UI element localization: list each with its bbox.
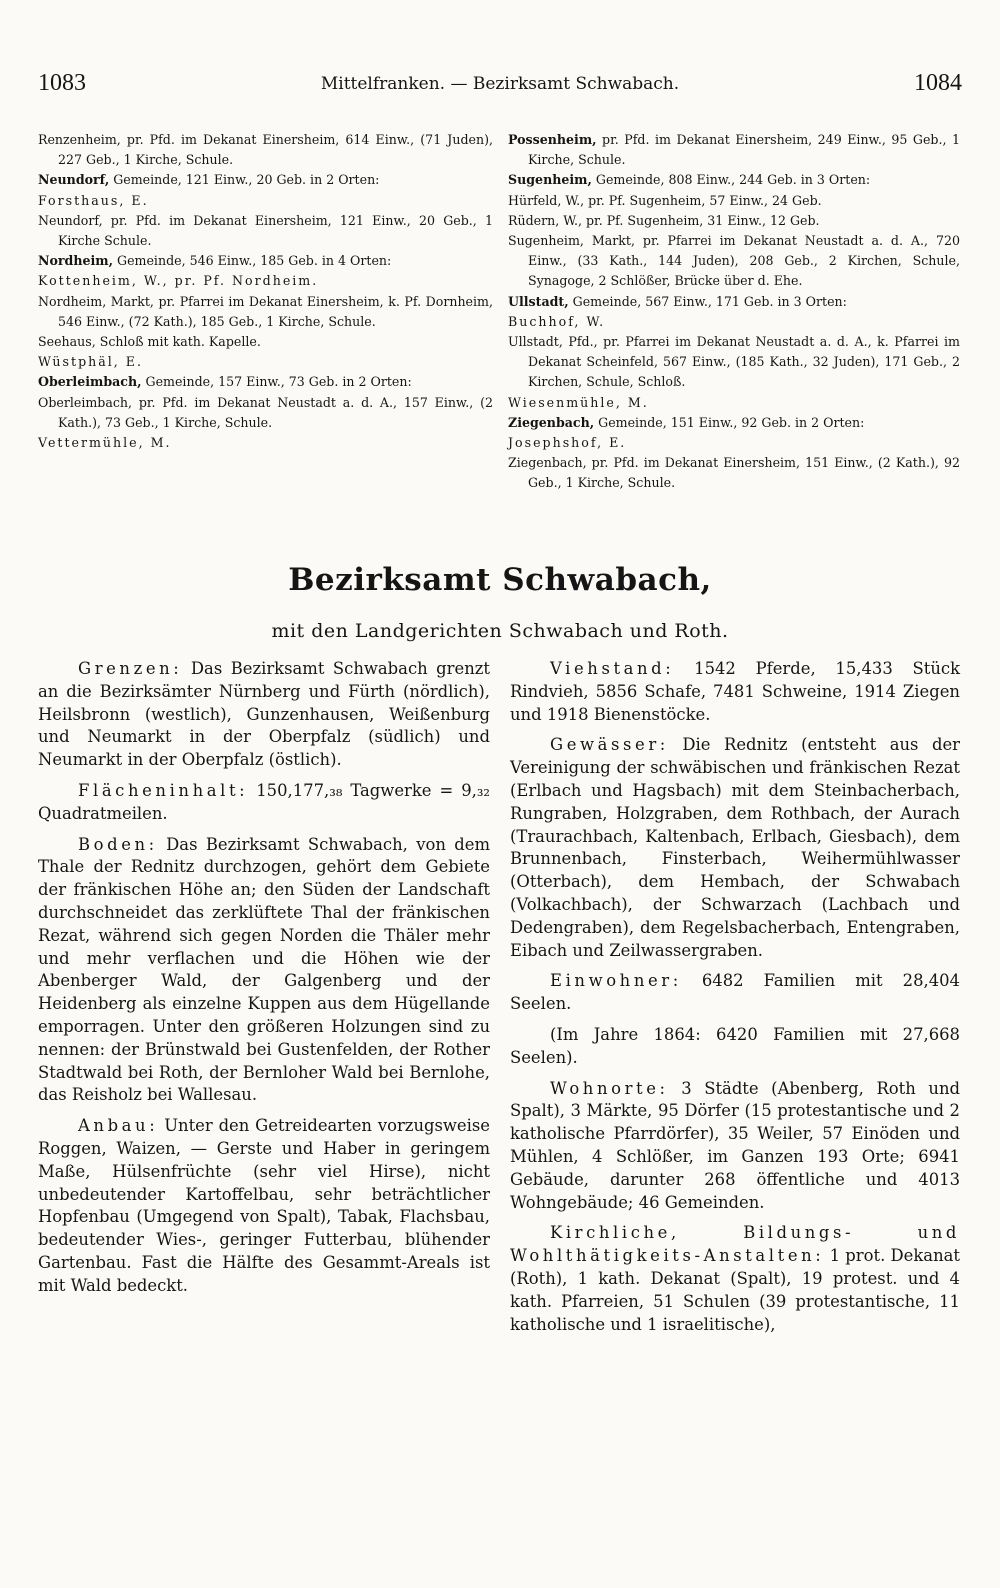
paragraph: Wohnorte: 3 Städte (Abenberg, Roth und Spalt), 3 Märkte, 95 Dörfer (15 protestantische und 2 katholische Pfarrdörfer), 35 Weiler, 57 Einöden und Mühlen, 4 Schlößer, im Ganzen 193 Orte; 6941 Gebäude, darunter 268 öffentliche und 4013 Wohngebäude; 46 Gemeinden. xyxy=(510,1078,960,1212)
gazetteer-entry: Josephshof, E. xyxy=(508,435,627,451)
gazetteer-right-column xyxy=(508,130,960,494)
paragraph: Flächeninhalt: 150,177,₃₈ Tagwerke = 9,₃₂ Quadratmeilen. xyxy=(38,780,490,823)
paragraph-label: Viehstand: xyxy=(550,659,675,678)
gazetteer-entry: Neundorf, pr. Pfd. im Dekanat Einersheim, 121 Einw., 20 Geb., 1 Kirche Schule. xyxy=(38,212,493,249)
paragraph: Boden: Das Bezirksamt Schwabach, von dem Thale der Rednitz durchzogen, gehört dem Gebiete der fränkischen Höhe an; den Süden der Landschaft durchschneidet das zerklüftete Thal der fränkischen Rezat, während sich gegen Norden die Thäler mehr und mehr verflachen und die Höhen wie der Abenberger Wald, der Galgenberg und der Heidenberg als einzelne Kuppen aus dem Hügellande emporragen. Unter den größeren Holzungen sind zu nennen: der Brünstwald bei Gustenfelden, der Rother Stadtwald bei Roth, der Bernloher Wald bei Bernlohe, das Reisholz bei Wallesau. xyxy=(38,834,490,1105)
gazetteer-entry: Sugenheim, Markt, pr. Pfarrei im Dekanat Neustadt a. d. A., 720 Einw., (33 Kath., 144 Juden), 208 Geb., 2 Kirchen, Schule, Synagoge, 2 Schlößer, Brücke über d. Ehe. xyxy=(508,233,960,289)
municipality-entry: Neundorf, Gemeinde, 121 Einw., 20 Geb. in 2 Orten: xyxy=(38,172,380,188)
paragraph-label: Kirchliche, Bildungs- und Wohlthätigkeits-Anstalten: xyxy=(510,1223,960,1266)
municipality-name: Possenheim, xyxy=(508,132,597,147)
page-header xyxy=(38,70,962,106)
gazetteer-entry: Nordheim, Markt, pr. Pfarrei im Dekanat Einersheim, k. Pf. Dornheim, 546 Einw., (72 Kath.), 185 Geb., 1 Kirche, Schule. xyxy=(38,293,493,329)
paragraph: Grenzen: Das Bezirksamt Schwabach grenzt an die Bezirksämter Nürnberg und Fürth (nördlich), Heilsbronn (westlich), Gunzenhausen, Weißenburg und Neumarkt in der Oberpfalz (südlich) und Neumarkt in der Oberpfalz (östlich). xyxy=(38,659,490,770)
gazetteer-entry: Hürfeld, W., pr. Pf. Sugenheim, 57 Einw., 24 Geb. xyxy=(508,192,822,208)
municipality-name: Neundorf, xyxy=(38,172,110,188)
gazetteer-entry: Buchhof, W. xyxy=(508,313,606,329)
paragraph-label: Flächeninhalt: xyxy=(78,780,249,800)
gazetteer-entry: Seehaus, Schloß mit kath. Kapelle. xyxy=(38,334,261,350)
gazetteer-entry: Wiesenmühle, M. xyxy=(508,394,649,410)
municipality-entry: Oberleimbach, Gemeinde, 157 Einw., 73 Geb. in 2 Orten: xyxy=(38,374,412,390)
municipality-name: Ziegenbach, xyxy=(508,414,595,430)
paragraph: Gewässer: Die Rednitz (entsteht aus der Vereinigung der schwäbischen und fränkischen Rezat (Erlbach und Hagsbach) mit dem Steinbacherbach, Rungraben, Holzgraben, dem Rothbach, der Aurach (Traurachbach, Kaltenbach, Erlbach, Giesbach), dem Brunnenbach, Finsterbach, Weihermühlwasser (Otterbach), dem Hembach, der Schwabach (Volkachbach), der Schwarzach (Lachbach und Dedengraben), dem Regelsbacherbach, Entengraben, Eibach und Zeilwassergraben. xyxy=(510,735,960,960)
paragraph-label: Anbau: xyxy=(78,1116,159,1136)
paragraph-label: Boden: xyxy=(78,834,158,854)
municipality-name: Oberleimbach, xyxy=(38,374,142,390)
municipality-name: Sugenheim, xyxy=(508,172,592,188)
gazetteer-entry: Ullstadt, Pfd., pr. Pfarrei im Dekanat Neustadt a. d. A., k. Pfarrei im Dekanat Scheinfeld, 567 Einw., (185 Kath., 32 Juden), 171 Geb., 2 Kirchen, Schule, Schloß. xyxy=(508,334,960,390)
municipality-entry: Ullstadt, Gemeinde, 567 Einw., 171 Geb. in 3 Orten: xyxy=(508,293,847,309)
municipality-entry: Ziegenbach, Gemeinde, 151 Einw., 92 Geb. in 2 Orten: xyxy=(508,414,865,430)
municipality-name: Ullstadt, xyxy=(508,293,569,309)
paragraph: Einwohner: 6482 Familien mit 28,404 Seelen. xyxy=(510,971,960,1014)
municipality-name: Nordheim, xyxy=(38,253,114,269)
gazetteer-entry: Forsthaus, E. xyxy=(38,192,149,208)
page-number-left: 1083 xyxy=(38,70,86,96)
paragraph: Anbau: Unter den Getreidearten vorzugsweise Roggen, Waizen, — Gerste und Haber in geringem Maße, Hülsenfrüchte (sehr viel Hirse), nicht unbedeutender Kartoffelbau, sehr beträchtlicher Hopfenbau (Umgegend von Spalt), Tabak, Flachsbau, bedeutender Wies-, geringer Futterbau, blühender Gartenbau. Fast die Hälfte des Gesammt-Areals ist mit Wald bedeckt. xyxy=(38,1116,490,1295)
gazetteer-entry: Kottenheim, W., pr. Pf. Nordheim. xyxy=(38,273,319,289)
gazetteer-entry: Ziegenbach, pr. Pfd. im Dekanat Einersheim, 151 Einw., (2 Kath.), 92 Geb., 1 Kirche, Schule. xyxy=(508,455,960,491)
municipality-entry: Sugenheim, Gemeinde, 808 Einw., 244 Geb. in 3 Orten: xyxy=(508,172,871,188)
municipality-entry: Nordheim, Gemeinde, 546 Einw., 185 Geb. in 4 Orten: xyxy=(38,253,392,269)
description-left-column xyxy=(38,658,490,1306)
gazetteer-entry: Renzenheim, pr. Pfd. im Dekanat Einersheim, 614 Einw., (71 Juden), 227 Geb., 1 Kirche, Schule. xyxy=(38,132,493,168)
paragraph: Kirchliche, Bildungs- und Wohlthätigkeits-Anstalten: 1 prot. Dekanat (Roth), 1 kath. Dekanat (Spalt), 19 protest. und 4 kath. Pfarreien, 51 Schulen (39 protestantische, 11 katholische und 1 israelitische), xyxy=(510,1223,960,1334)
paragraph-label: Grenzen: xyxy=(78,659,183,678)
section-title: Bezirksamt Schwabach, xyxy=(288,562,712,598)
paragraph-label: Einwohner: xyxy=(550,971,682,991)
section-subtitle: mit den Landgerichten Schwabach und Roth. xyxy=(271,620,729,642)
gazetteer-entry: Wüstphäl, E. xyxy=(38,354,143,370)
municipality-entry: Possenheim, pr. Pfd. im Dekanat Einersheim, 249 Einw., 95 Geb., 1 Kirche, Schule. xyxy=(508,132,960,168)
gazetteer-entry: Vettermühle, M. xyxy=(38,435,172,451)
running-title: Mittelfranken. — Bezirksamt Schwabach. xyxy=(320,74,680,94)
gazetteer-entry: Rüdern, W., pr. Pf. Sugenheim, 31 Einw., 12 Geb. xyxy=(508,212,820,228)
paragraph: (Im Jahre 1864: 6420 Familien mit 27,668 Seelen). xyxy=(510,1024,960,1067)
page-number-right: 1084 xyxy=(914,70,962,96)
gazetteer-left-column xyxy=(38,130,493,453)
paragraph-label: Wohnorte: xyxy=(550,1078,669,1098)
paragraph-label: Gewässer: xyxy=(550,735,669,755)
gazetteer-entry: Oberleimbach, pr. Pfd. im Dekanat Neustadt a. d. A., 157 Einw., (2 Kath.), 73 Geb., 1 Kirche, Schule. xyxy=(38,394,493,430)
paragraph: Viehstand: 1542 Pferde, 15,433 Stück Rindvieh, 5856 Schafe, 7481 Schweine, 1914 Ziegen und 1918 Bienenstöcke. xyxy=(510,659,960,724)
description-right-column xyxy=(510,658,960,1344)
